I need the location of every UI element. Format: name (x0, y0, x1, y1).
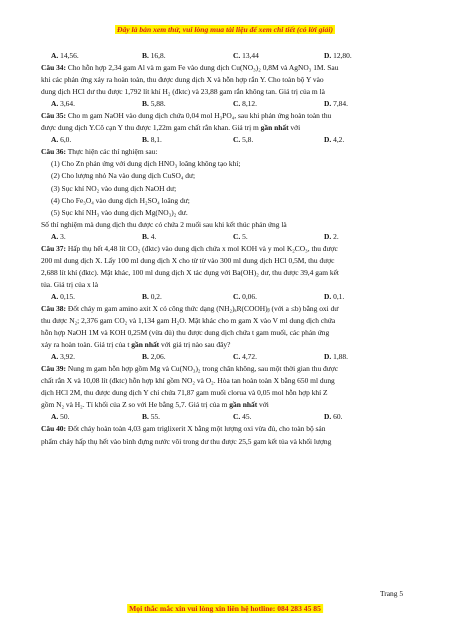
q36-options (41, 231, 412, 243)
q35-options (41, 134, 412, 146)
option: A. 50. (51, 412, 70, 422)
q40-line-2: phẩm cháy hấp thụ hết vào bình đựng nước vôi trong dư thu được 25,5 gam kết tủa và khối lượng (41, 436, 332, 446)
q37-options (41, 291, 412, 303)
q38-line-1 (41, 303, 412, 315)
question-text: Thực hiện các thí nghiệm sau: (66, 147, 158, 157)
option: B. 16,8. (142, 51, 166, 60)
emphasis-text: gần nhất (131, 340, 160, 350)
q39-line-2: chất rắn X và 10,08 lít (đktc) hỗn hợp khí gồm NO₂ và O₂. Hòa tan hoàn toàn X bằng 650 ml dung (41, 376, 335, 386)
option: D. 1,88. (324, 352, 348, 362)
option: D. 2. (324, 231, 339, 241)
option: A. 14,56. (51, 51, 79, 60)
option: C. 13,44 (233, 51, 259, 60)
q37-line-4: tủa. Giá trị của x là (41, 279, 98, 289)
q36-item: (5) Sục khí NH₃ vào dung dịch Mg(NO₃)₂ dư. (51, 207, 188, 217)
q38-line-4 (41, 339, 412, 351)
q34-options (41, 98, 412, 110)
option: C. 5,8. (233, 135, 254, 145)
q39-line-1 (41, 363, 412, 375)
option: B. 55. (142, 412, 160, 422)
option: A. 0,15. (51, 291, 75, 301)
q38-options (41, 351, 412, 363)
option: D. 12,80. (324, 51, 352, 60)
option: D. 60. (324, 412, 343, 422)
q39-line-4 (41, 399, 412, 411)
option: C. 0,06. (233, 291, 257, 301)
document-body (41, 50, 412, 448)
option: C. 4,72. (233, 352, 257, 362)
question-text: với (288, 123, 301, 133)
q35-line-2 (41, 122, 412, 134)
option: D. 7,84. (324, 99, 348, 109)
q36-item: (1) Cho Zn phản ứng với dung dịch HNO₃ loãng không tạo khí; (51, 159, 241, 169)
option: D. 4,2. (324, 135, 345, 145)
question-text: với (257, 400, 269, 410)
option: B. 2,06. (142, 352, 166, 362)
option: D. 0,1. (324, 291, 345, 301)
q34-line-3: dung dịch HCl dư thu được 1,792 lít khí H₂ (đktc) và 23,88 gam rắn không tan. Giá trị của m là (41, 87, 325, 97)
question-label: Câu 40: (41, 424, 66, 434)
q34-line-2: khi các phản ứng xảy ra hoàn toàn, thu được dung dịch X và hỗn hợp rắn Y. Cho toàn bộ Y vào (41, 75, 324, 85)
q37-line-1 (41, 243, 412, 255)
preview-banner: Đây là bản xem thử, vui lòng mua tài liệu để xem chi tiết (có lời giải) (117, 25, 333, 34)
option: B. 4. (142, 231, 157, 241)
option: C. 45. (233, 412, 252, 422)
q39-options (41, 411, 412, 423)
option: A. 3. (51, 231, 66, 241)
option: C. 8,12. (233, 99, 257, 109)
option: A. 3,64. (51, 99, 75, 109)
question-text: Đốt cháy m gam amino axit X có công thức dạng (NH₂)ₐR(COOH)ᵦ (với a ≤b) bằng oxi dư (66, 303, 339, 313)
q34-line-1 (41, 62, 412, 74)
q36-item: (3) Sục khí NO₂ vào dung dịch NaOH dư; (51, 183, 177, 193)
question-text: gồm N₂ và H₂. Tỉ khối của Z so với He bằng 5,7. Giá trị của m (41, 400, 230, 410)
q37-line-3: 2,688 lít khí (đktc). Mặt khác, 100 ml dung dịch X tác dụng với Ba(OH)₂ dư, thu được 39,4 gam kết (41, 267, 339, 277)
option: C. 5. (233, 231, 248, 241)
question-label: Câu 34: (41, 63, 66, 73)
question-text: xảy ra hoàn toàn. Giá trị của t (41, 340, 132, 350)
q38-line-3: hỗn hợp NaOH 1M và KOH 0,25M (vừa đủ) thu được dung dịch chứa t gam muối, các phản ứng (41, 328, 330, 338)
option: B. 0,2. (142, 291, 162, 301)
question-text: Cho m gam NaOH vào dung dịch chứa 0,04 mol H₃PO₄, sau khi phản ứng hoàn toàn thu (66, 111, 332, 121)
option: B. 8,1. (142, 135, 162, 145)
option: B. 5,88. (142, 99, 166, 109)
question-text: Nung m gam hỗn hợp gồm Mg và Cu(NO₃)₂ trong chân không, sau một thời gian thu được (66, 364, 339, 374)
question-text: Hấp thụ hết 4,48 lít CO₂ (đktc) vào dung dịch chứa x mol KOH và y mol K₂CO₃, thu được (66, 243, 338, 253)
question-text: được dung dịch Y.Cô cạn Y thu được 1,22m gam chất rắn khan. Giá trị m (41, 123, 261, 133)
emphasis-text: gần nhất (229, 400, 258, 410)
emphasis-text: gần nhất (260, 123, 289, 133)
question-text: Cho hỗn hợp 2,34 gam Al và m gam Fe vào dung dịch Cu(NO₃)₂ 0,8M và AgNO₃ 1M. Sau (66, 63, 339, 73)
question-text: với giá trị nào sau đây? (159, 340, 231, 350)
question-label: Câu 36: (41, 147, 66, 157)
question-label: Câu 37: (41, 243, 66, 253)
q38-line-2: thu được N₂; 2,376 gam CO₂ và 1,134 gam H₂O. Mặt khác cho m gam X vào V ml dung dịch chứa (41, 316, 336, 326)
q39-line-3: dịch HCl 2M, thu được dung dịch Y chỉ chứa 71,87 gam muối clorua và 0,05 mol hỗn hợp khí Z (41, 388, 328, 398)
q33-options (41, 50, 412, 62)
q36-item: (2) Cho lượng nhỏ Na vào dung dịch CuSO₄ dư; (51, 171, 196, 181)
page-number: Trang 5 (380, 589, 404, 598)
option: A. 3,92. (51, 352, 75, 362)
option: A. 6,0. (51, 135, 72, 145)
q40-line-1 (41, 423, 412, 435)
question-text: Đốt cháy hoàn toàn 4,03 gam triglixerit X bằng một lượng oxi vừa đủ, cho toàn bộ sản (66, 424, 326, 434)
hotline-banner: Mọi thắc mắc xin vui lòng xin liên hệ hotline: 084 283 45 85 (129, 604, 321, 613)
question-label: Câu 38: (41, 303, 66, 313)
q36-question-line: Số thí nghiệm mà dung dịch thu được có chứa 2 muối sau khi kết thúc phản ứng là (41, 219, 287, 229)
q36-line-1 (41, 146, 412, 158)
question-label: Câu 35: (41, 111, 66, 121)
q36-item: (4) Cho Fe₃O₄ vào dung dịch H₂SO₄ loãng dư; (51, 195, 190, 205)
q37-line-2: 200 ml dung dịch X. Lấy 100 ml dung dịch X cho từ từ vào 300 ml dung dịch HCl 0,5M, thu được (41, 255, 335, 265)
question-label: Câu 39: (41, 364, 66, 374)
q35-line-1 (41, 110, 412, 122)
